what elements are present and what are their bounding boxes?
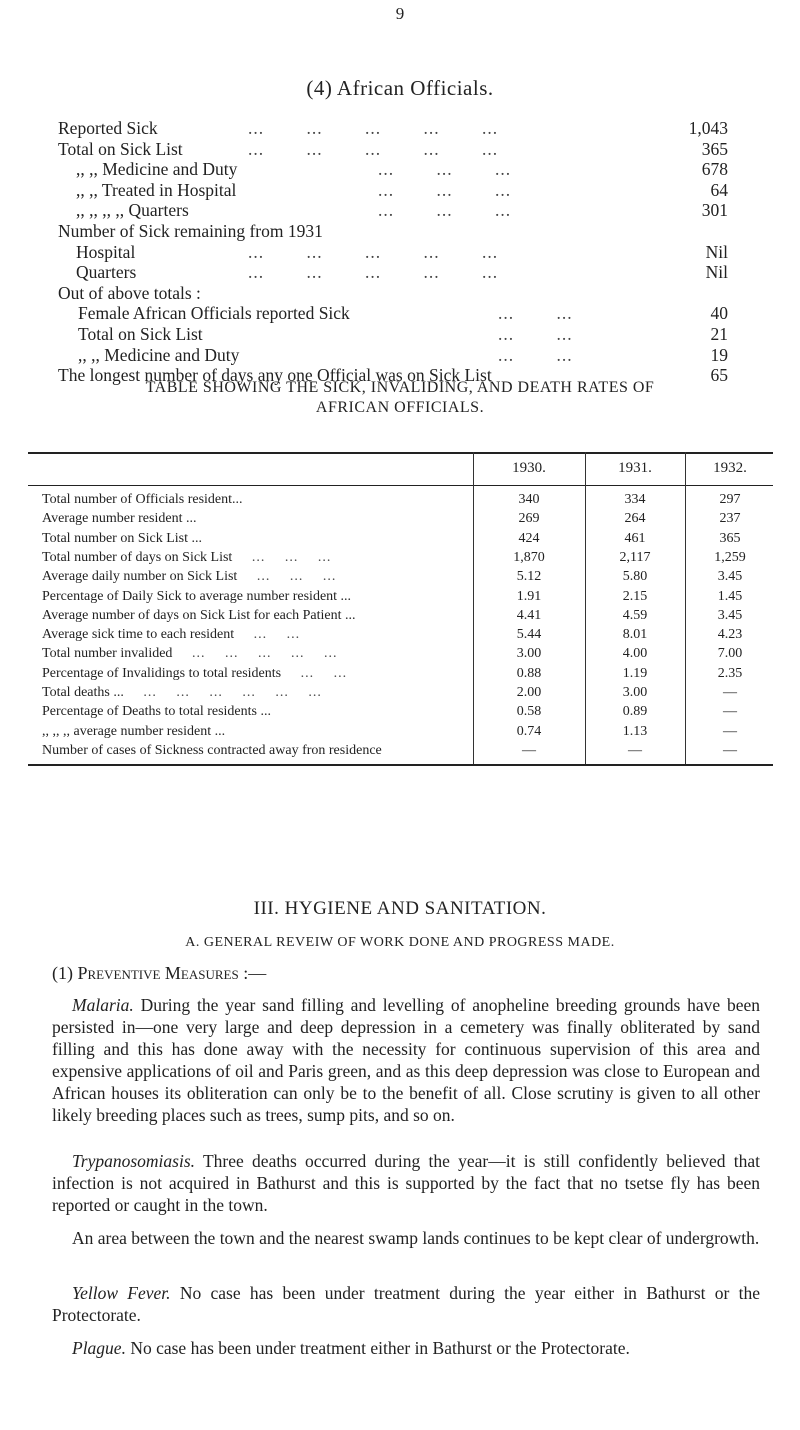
table-row (28, 492, 773, 512)
leader-dots: ... ... ... (378, 179, 512, 200)
cell-1931: 2,117 (619, 549, 651, 565)
cell-1932: — (723, 742, 737, 758)
cell-1932: 2.35 (717, 665, 743, 681)
leader-dots: ... ... ... ... ... (172, 646, 338, 662)
row-label (42, 492, 243, 508)
cell-1931: 264 (624, 511, 646, 527)
leader-dots: ... ... (498, 303, 573, 324)
cell-1930: 340 (518, 492, 540, 507)
row-label-text: Total number invalided (42, 646, 173, 662)
stat-label: Reported Sick (58, 118, 158, 138)
section-title: (4) African Officials. (306, 76, 494, 100)
header-1930: 1930. (512, 460, 546, 476)
stat-value: 365 (701, 138, 728, 159)
row-label-text: Total number on Sick List ... (42, 530, 203, 546)
stat-row (58, 200, 758, 221)
row-label (42, 531, 202, 547)
cell-1930: 1,870 (513, 549, 545, 565)
stat-row (58, 221, 758, 242)
leader-dots: ... ... ... (232, 549, 332, 565)
row-label (42, 550, 331, 566)
row-label-text: Percentage of Daily Sick to average number resident ... (42, 588, 352, 604)
stat-value: 64 (710, 179, 728, 200)
yellow-fever-paragraph (52, 1282, 760, 1326)
leader-dots: ... ... ... ... ... (248, 118, 499, 138)
table-row (28, 724, 773, 744)
row-label-text: Total number of Officials resident... (42, 492, 243, 507)
leader-dots: ... ... ... (378, 200, 512, 221)
stat-label: Number of Sick remaining from 1931 (58, 220, 323, 241)
header-rule (28, 485, 773, 486)
cell-1932: 3.45 (717, 607, 743, 623)
row-label (42, 511, 196, 527)
leader-dots: ... ... (498, 344, 573, 365)
leader-dots: ... ... (498, 323, 573, 344)
cell-1931: 5.80 (622, 569, 648, 585)
table-title-line1: TABLE SHOWING THE SICK, INVALIDING, AND DEATH RATES OF (145, 379, 655, 396)
row-label (42, 569, 336, 585)
cell-1932: — (723, 704, 737, 720)
area-paragraph: An area between the town and the nearest swamp lands continues to be kept clear of undergrowth. (72, 1228, 760, 1248)
stat-label: ,, ,, ,, ,, Quarters (76, 200, 189, 221)
cell-1931: 2.15 (622, 588, 648, 604)
row-label-text: Average sick time to each resident (42, 627, 235, 643)
table-row (28, 743, 773, 763)
stat-label: ,, ,, Medicine and Duty (76, 159, 238, 180)
stat-value: 1,043 (688, 118, 728, 138)
cell-1930: — (522, 742, 536, 758)
leader-dots: ... ... (281, 665, 348, 681)
table-row (28, 550, 773, 570)
row-label-text: ,, ,, ,, average number resident ... (42, 723, 226, 739)
row-label (42, 627, 300, 643)
row-label (42, 724, 225, 740)
stat-label: Total on Sick List (78, 323, 203, 344)
stat-label: Female African Officials reported Sick (78, 303, 350, 324)
leader-dots: ... ... ... ... ... (248, 138, 499, 159)
leader-dots: ... ... ... ... ... (248, 241, 499, 262)
stat-value: 65 (710, 365, 728, 386)
table-row (28, 685, 773, 705)
table-row (28, 608, 773, 628)
cell-1930: 5.44 (516, 627, 542, 643)
cell-1931: 461 (624, 530, 646, 546)
cell-1930: 3.00 (516, 646, 542, 662)
malaria-paragraph (52, 994, 760, 1126)
table-bottom-rule (28, 764, 773, 766)
table-row (28, 646, 773, 666)
plague-paragraph (52, 1337, 760, 1359)
cell-1932: 365 (719, 530, 741, 546)
stat-label: ,, ,, Treated in Hospital (76, 179, 237, 200)
header-1932: 1932. (713, 460, 747, 476)
leader-dots: ... ... (234, 627, 301, 643)
row-label (42, 589, 351, 605)
row-label (42, 685, 322, 701)
stat-row (58, 303, 758, 324)
malaria-text: During the year sand filling and levelling of anopheline breeding grounds have been persisted in—one very large and deep depression in a cemetery was finally obliterated by sand filling and this has done away with the necessity for continuous supervision of this area and expensive applications of oil and Paris green, and as this deep depression was close to European and African houses its obliteration can only be to the benefit of all. Close scrutiny is given to all other likely breeding places such as trees, sump pits, and so on. (52, 995, 761, 1125)
stat-row (58, 118, 758, 139)
stat-row (58, 180, 758, 201)
cell-1930: 0.88 (516, 665, 542, 681)
table-top-rule (28, 452, 773, 454)
row-label-text: Average number resident ... (42, 511, 197, 527)
row-label-text: Percentage of Invalidings to total residents (42, 665, 282, 681)
plague-text: No case has been under treatment either in Bathurst or the Protectorate. (130, 1338, 630, 1358)
cell-1931: 4.00 (622, 646, 648, 662)
cell-1932: 297 (719, 492, 741, 507)
cell-1932: — (723, 723, 737, 739)
yellow-fever-text: No case has been under treatment during the year either in Bathurst or the Protectorate. (52, 1283, 760, 1325)
cell-1931: 3.00 (622, 685, 648, 700)
cell-1932: 3.45 (717, 569, 743, 585)
cell-1930: 4.41 (516, 607, 542, 623)
cell-1932: 1.45 (717, 588, 743, 604)
stat-row (58, 324, 758, 345)
table-row (28, 704, 773, 724)
row-label-text: Total deaths ... (42, 685, 124, 700)
stat-value: 21 (710, 323, 728, 344)
stat-label: Out of above totals : (58, 282, 201, 303)
table-row (28, 569, 773, 589)
tryp-paragraph (52, 1150, 760, 1216)
stat-row (58, 262, 758, 283)
table-row (28, 666, 773, 686)
cell-1930: 0.74 (516, 723, 542, 739)
row-label (42, 704, 271, 720)
stat-row (58, 139, 758, 160)
sick-statistics (58, 118, 758, 386)
stat-label: Quarters (76, 262, 137, 283)
stat-label: Total on Sick List (58, 138, 183, 159)
tryp-text: Three deaths occurred during the year—it is still confidently believed that infection is not acquired in Bathurst and this is supported by the fact that no tsetse fly has been reported or caught in the town. (52, 1151, 760, 1215)
leader-dots: ... ... ... ... ... (248, 262, 499, 283)
stat-row (58, 283, 758, 304)
cell-1931: 334 (624, 492, 646, 507)
stat-label: The longest number of days any one Official was on Sick List (58, 365, 492, 386)
plague-term: Plague. (72, 1338, 126, 1358)
table-row (28, 589, 773, 609)
cell-1930: 1.91 (516, 588, 542, 604)
malaria-term: Malaria. (72, 995, 134, 1015)
cell-1930: 0.58 (516, 704, 542, 720)
stat-row (58, 159, 758, 180)
yellow-fever-term: Yellow Fever. (72, 1283, 171, 1303)
stat-label: ,, ,, Medicine and Duty (78, 344, 240, 365)
stat-row (58, 345, 758, 366)
stat-row (58, 242, 758, 263)
cell-1932: 1,259 (714, 549, 746, 565)
cell-1931: 8.01 (622, 627, 648, 643)
tryp-term: Trypanosomiasis. (72, 1151, 196, 1171)
row-label (42, 666, 347, 682)
cell-1930: 5.12 (516, 569, 542, 585)
row-label-text: Average number of days on Sick List for each Patient ... (42, 607, 356, 623)
stat-value: 19 (710, 344, 728, 365)
row-label-text: Percentage of Deaths to total residents ... (42, 704, 271, 720)
row-label-text: Number of cases of Sickness contracted away fron residence (42, 742, 382, 758)
page-number: 9 (395, 4, 405, 23)
cell-1931: 1.19 (622, 665, 648, 681)
header-1931: 1931. (618, 460, 652, 476)
leader-dots: ... ... ... (378, 159, 512, 180)
cell-1931: 1.13 (622, 723, 648, 739)
stat-value: Nil (705, 241, 728, 262)
cell-1931: 0.89 (622, 704, 648, 720)
cell-1932: 7.00 (717, 646, 743, 662)
row-label (42, 743, 382, 759)
cell-1931: 4.59 (622, 607, 648, 623)
stat-value: 40 (710, 303, 728, 324)
row-label-text: Average daily number on Sick List (42, 569, 238, 585)
cell-1932: 4.23 (717, 627, 743, 643)
cell-1930: 2.00 (516, 685, 542, 700)
table-row (28, 511, 773, 531)
stat-label: Hospital (76, 241, 136, 262)
measures-heading: (1) Preventive Measures :— (52, 963, 267, 983)
cell-1930: 269 (518, 511, 540, 527)
table-title (40, 378, 760, 418)
table-row (28, 531, 773, 551)
cell-1932: 237 (719, 511, 741, 527)
stat-value: Nil (705, 262, 728, 283)
leader-dots: ... ... ... ... ... ... (123, 685, 322, 700)
cell-1930: 424 (518, 530, 540, 546)
hygiene-subheading: A. GENERAL REVEIW OF WORK DONE AND PROGRESS MADE. (185, 935, 615, 950)
hygiene-title: III. HYGIENE AND SANITATION. (253, 898, 547, 919)
stat-value: 301 (701, 200, 728, 221)
cell-1931: — (628, 742, 642, 758)
table-row (28, 627, 773, 647)
row-label (42, 646, 337, 662)
cell-1932: — (723, 685, 737, 700)
table-title-line2: AFRICAN OFFICIALS. (315, 399, 485, 416)
leader-dots: ... ... ... (237, 569, 337, 585)
row-label-text: Total number of days on Sick List (42, 549, 233, 565)
stat-value: 678 (701, 159, 728, 180)
row-label (42, 608, 355, 624)
